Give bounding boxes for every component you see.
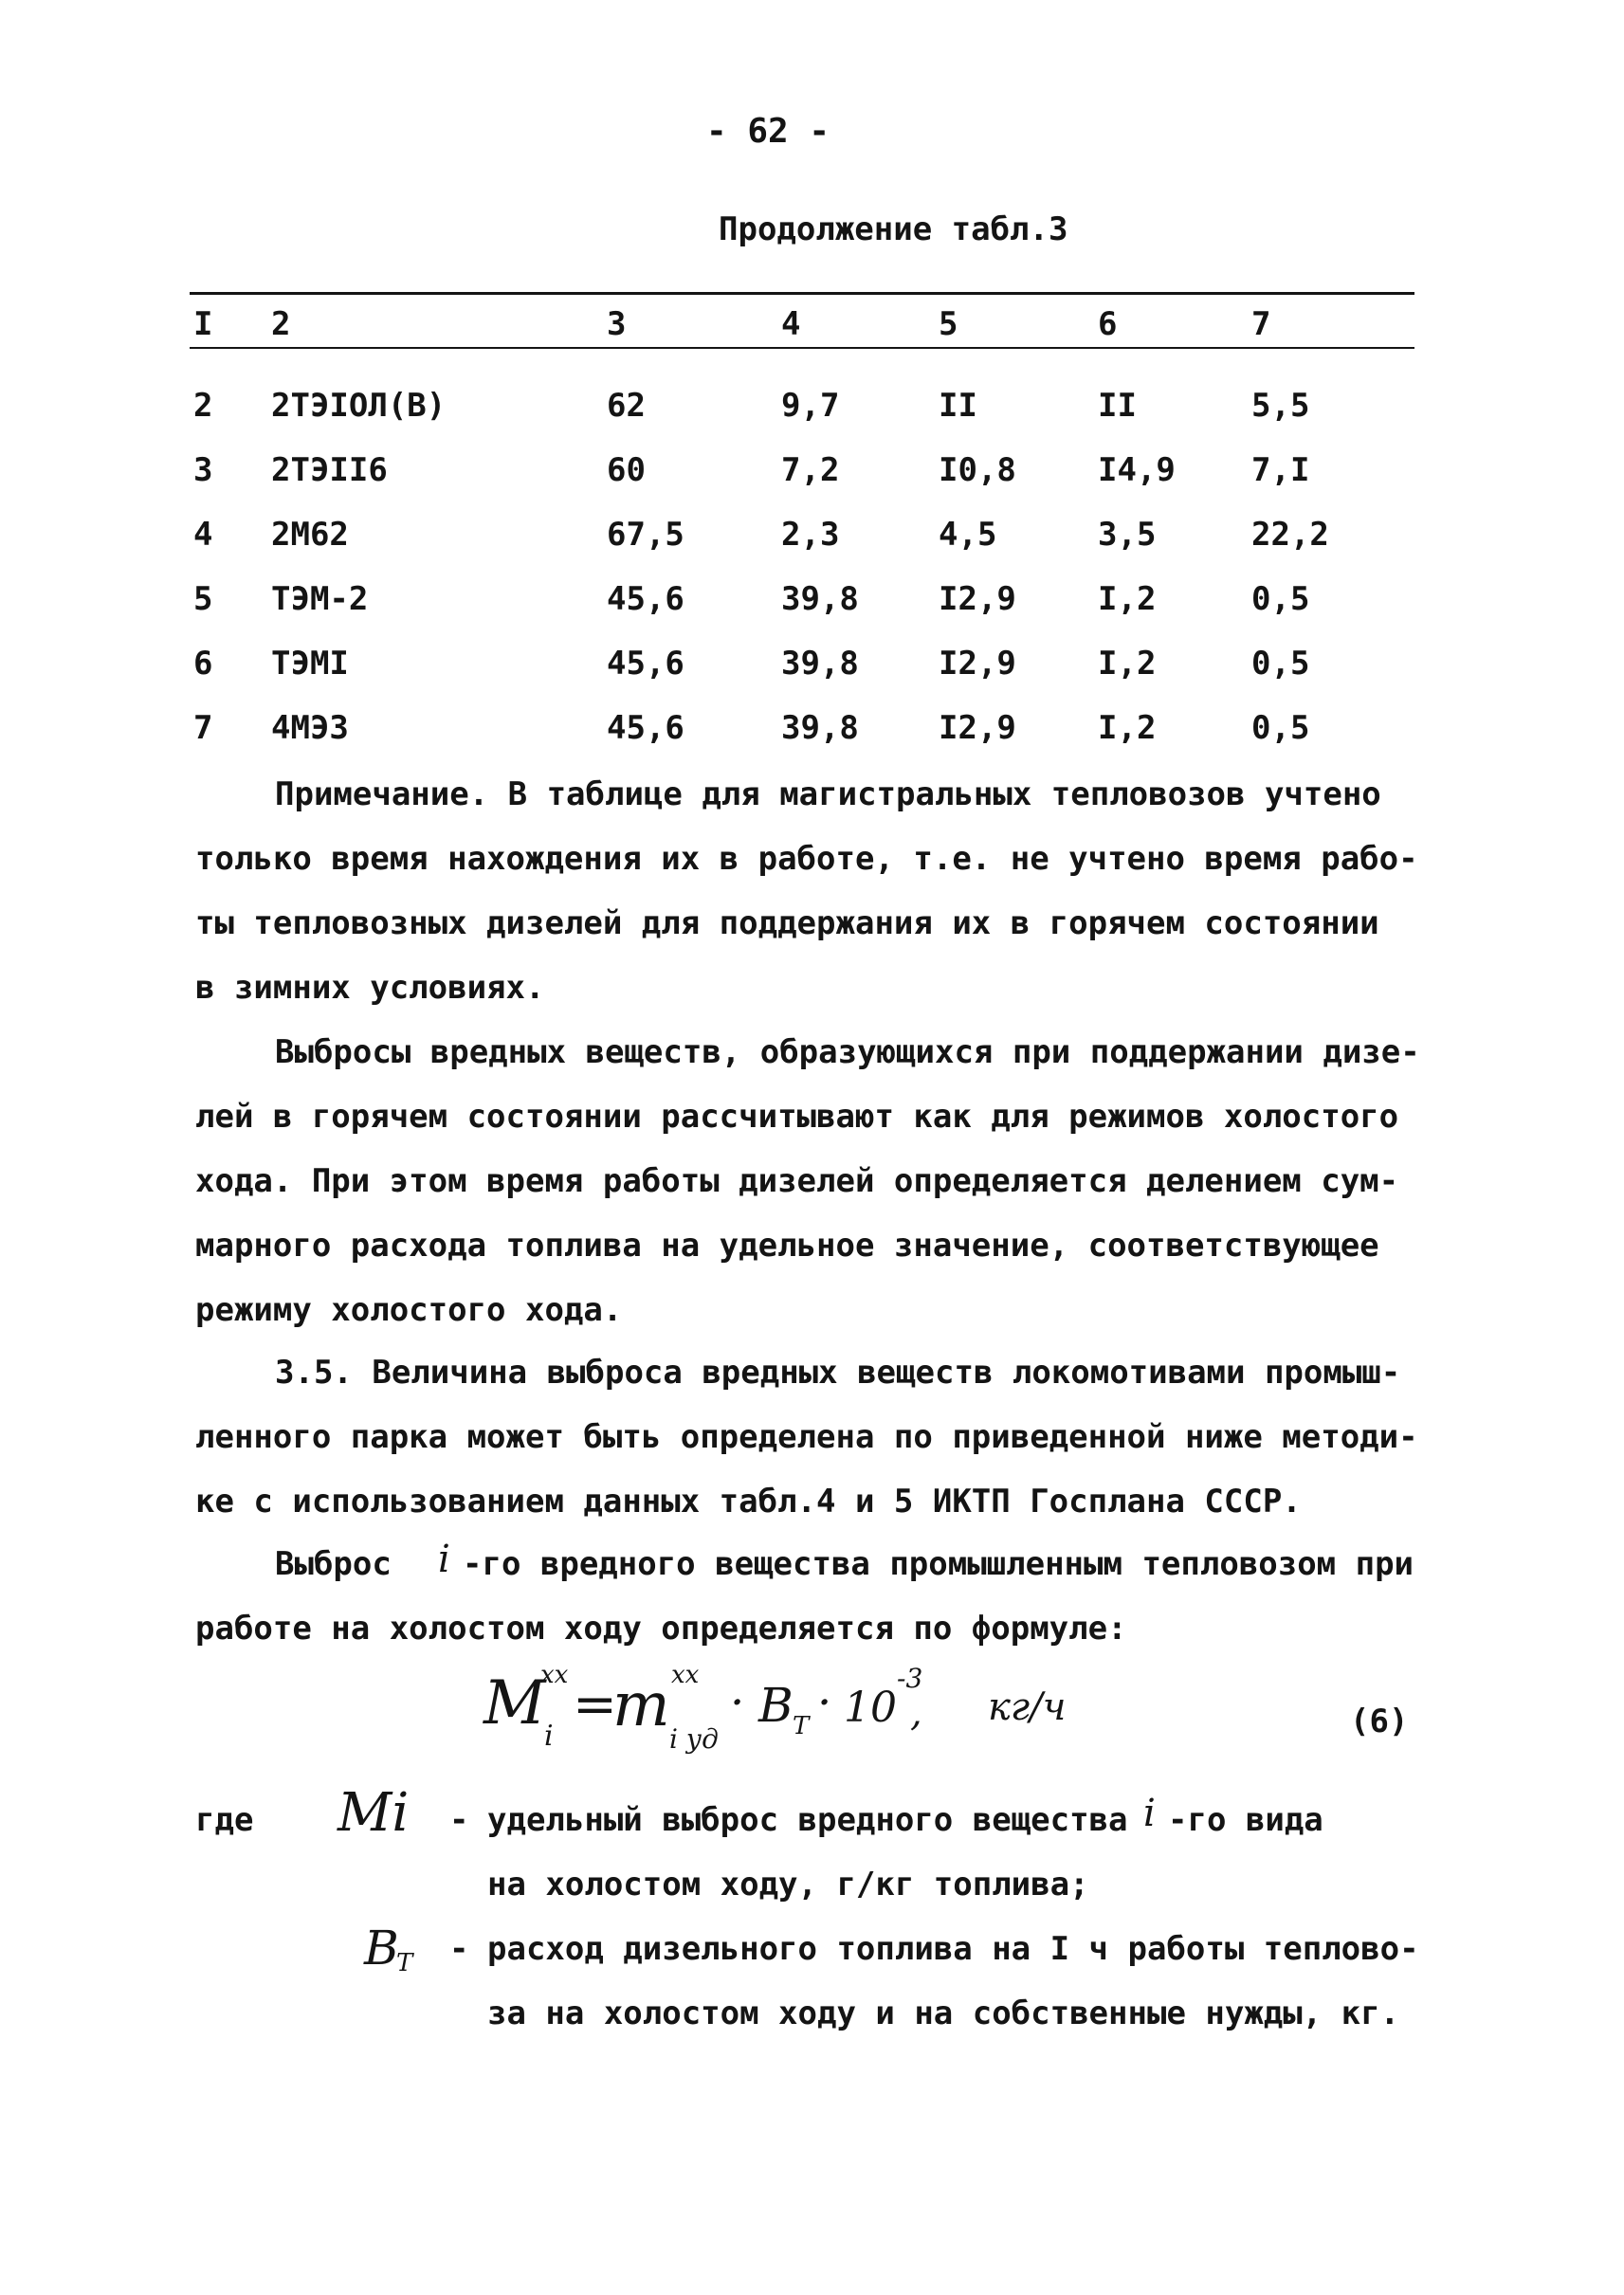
definition-symbol: B [364, 1921, 399, 1976]
formula-ten: 10 [844, 1684, 897, 1732]
formula-dot: · [817, 1676, 832, 1729]
table-cell: 3,5 [1098, 516, 1157, 554]
paragraph-line-rest: -го вредного вещества промышленным тепловозом при [463, 1545, 1414, 1583]
table-cell: I2,9 [939, 580, 1016, 618]
table-cell: ТЭМI [271, 645, 349, 683]
formula-lhs-sup: xx [540, 1661, 569, 1689]
table-cell: 62 [607, 387, 646, 425]
paragraph-line-start: Выброс [275, 1545, 392, 1583]
table-cell: 0,5 [1251, 645, 1310, 683]
table-header-cell: 3 [607, 305, 627, 343]
paragraph-line: ленного парка может быть определена по приведенной ниже методи- [195, 1418, 1418, 1456]
paragraph-line: хода. При этом время работы дизелей определяется делением сум- [195, 1162, 1399, 1200]
table-header-cell: 5 [939, 305, 958, 343]
formula-unit: кг/ч [988, 1685, 1067, 1729]
table-cell: 6 [193, 645, 213, 683]
definition-text: расход дизельного топлива на I ч работы теплово- [487, 1930, 1419, 1968]
table-cell: 7,I [1251, 451, 1310, 489]
definition-dash: - [449, 1801, 469, 1839]
table-cell: I,2 [1098, 580, 1157, 618]
page-number: - 62 - [705, 112, 830, 151]
table-cell: 39,8 [781, 709, 859, 747]
definition-index-symbol: i [1143, 1792, 1156, 1835]
formula-b-sub: T [793, 1712, 810, 1740]
note-line: Примечание. В таблице для магистральных тепловозов учтено [275, 775, 1381, 813]
paragraph-line: режиму холостого хода. [195, 1291, 623, 1329]
table-cell: ТЭМ-2 [271, 580, 369, 618]
table-cell: 4МЭЗ [271, 709, 349, 747]
table-header-cell: 4 [781, 305, 801, 343]
note-line: ты тепловозных дизелей для поддержания их в горячем состоянии [195, 904, 1379, 942]
table-header-cell: I [193, 305, 213, 343]
table-cell: 7 [193, 709, 213, 747]
table-cell: 22,2 [1251, 516, 1329, 554]
formula-rhs-sub: i уд [669, 1723, 719, 1755]
table-header-rule [190, 347, 1414, 349]
formula-dot: · [730, 1676, 745, 1729]
table-cell: I4,9 [1098, 451, 1176, 489]
table-cell: 2 [193, 387, 213, 425]
definition-text: на холостом ходу, г/кг топлива; [487, 1866, 1089, 1903]
formula-comma: , [910, 1691, 922, 1735]
table-cell: 5,5 [1251, 387, 1310, 425]
table-cell: 45,6 [607, 580, 684, 618]
formula-rhs-sup: xx [671, 1661, 700, 1689]
table-cell: 67,5 [607, 516, 684, 554]
table-cell: 0,5 [1251, 580, 1310, 618]
table-cell: 60 [607, 451, 646, 489]
index-i-symbol: i [438, 1538, 450, 1581]
paragraph-line: лей в горячем состоянии рассчитывают как для режимов холостого [195, 1098, 1399, 1136]
definition-text: за на холостом ходу и на собственные нужды, кг. [487, 1994, 1400, 2032]
table-cell: 2М62 [271, 516, 349, 554]
paragraph-line: марного расхода топлива на удельное значение, соответствующее [195, 1227, 1379, 1265]
table-caption: Продолжение табл.3 [719, 210, 1068, 248]
formula-ten-exponent: -3 [897, 1663, 923, 1694]
formula-lhs-sub: i [544, 1720, 554, 1753]
table-cell: 39,8 [781, 645, 859, 683]
where-label: где [195, 1801, 254, 1839]
table-cell: II [939, 387, 977, 425]
equation-number: (6) [1350, 1703, 1409, 1740]
table-cell: I2,9 [939, 645, 1016, 683]
table-cell: I0,8 [939, 451, 1016, 489]
table-header-cell: 7 [1251, 305, 1271, 343]
table-cell: 4,5 [939, 516, 997, 554]
definition-text: -го вида [1168, 1801, 1323, 1839]
table-cell: 0,5 [1251, 709, 1310, 747]
table-cell: 2ТЭIОЛ(В) [271, 387, 447, 425]
paragraph-line: работе на холостом ходу определяется по формуле: [195, 1610, 1127, 1648]
table-cell: 4 [193, 516, 213, 554]
table-cell: I,2 [1098, 709, 1157, 747]
table-header-cell: 6 [1098, 305, 1118, 343]
table-cell: I2,9 [939, 709, 1016, 747]
formula-lhs-m: M [484, 1668, 546, 1739]
definition-symbol: Mi [338, 1782, 410, 1844]
table-cell: I,2 [1098, 645, 1157, 683]
formula-b: B [758, 1678, 794, 1733]
table-cell: 5 [193, 580, 213, 618]
note-line: только время нахождения их в работе, т.е. не учтено время рабо- [195, 840, 1418, 878]
definition-symbol-sub: T [396, 1949, 413, 1977]
table-cell: 7,2 [781, 451, 840, 489]
definition-dash: - [449, 1930, 469, 1968]
table-cell: 45,6 [607, 645, 684, 683]
formula-equals: = [573, 1674, 617, 1736]
table-header-cell: 2 [271, 305, 291, 343]
table-cell: 9,7 [781, 387, 840, 425]
paragraph-line: ке с использованием данных табл.4 и 5 ИКТП Госплана СССР. [195, 1483, 1302, 1521]
formula-rhs-m: m [612, 1670, 670, 1740]
definition-text: удельный выброс вредного вещества [487, 1801, 1128, 1839]
paragraph-line: Выбросы вредных веществ, образующихся при поддержании дизе- [275, 1033, 1420, 1071]
note-line: в зимних условиях. [195, 969, 545, 1007]
table-top-rule [190, 292, 1414, 295]
table-cell: 45,6 [607, 709, 684, 747]
paragraph-line: 3.5. Величина выброса вредных веществ локомотивами промыш- [275, 1354, 1401, 1392]
table-cell: II [1098, 387, 1137, 425]
table-cell: 39,8 [781, 580, 859, 618]
table-cell: 3 [193, 451, 213, 489]
table-cell: 2ТЭII6 [271, 451, 388, 489]
table-cell: 2,3 [781, 516, 840, 554]
